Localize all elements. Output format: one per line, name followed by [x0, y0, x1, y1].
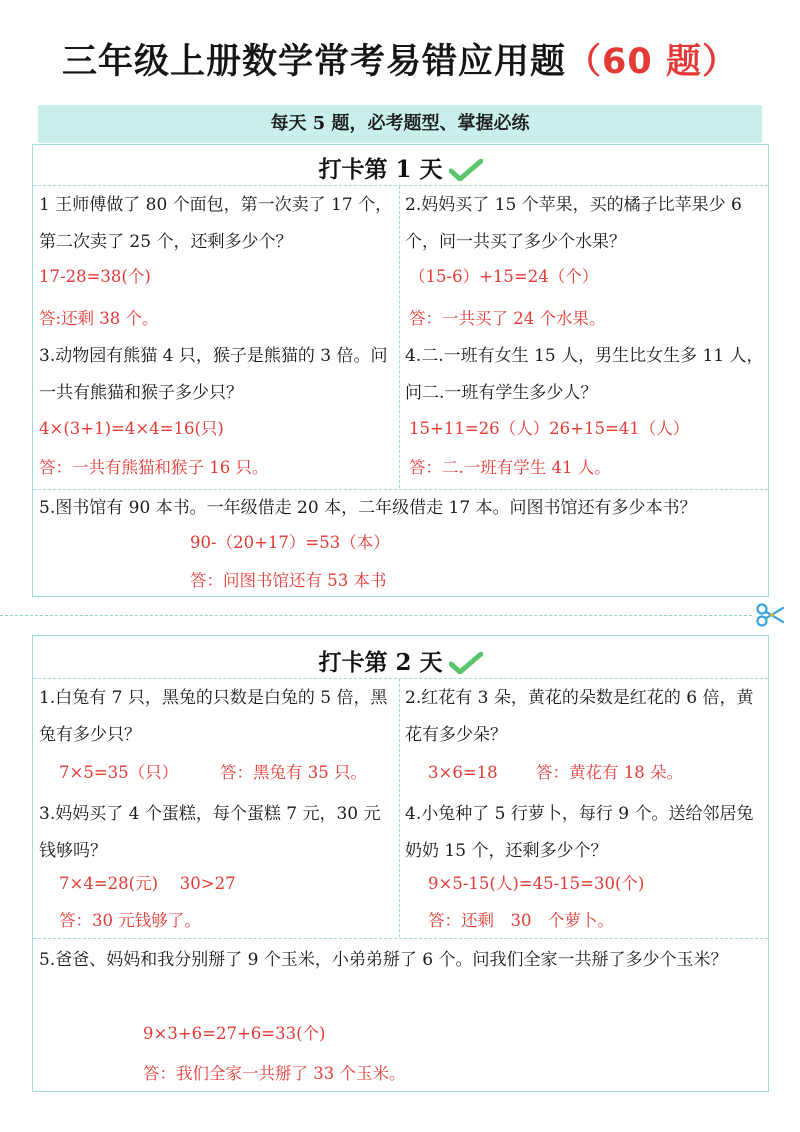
day2-solution-2: 3×6=18	[428, 763, 498, 782]
check-mark-icon	[449, 159, 483, 181]
day1-title-text: 打卡第 1 天	[318, 156, 443, 183]
day1-problem-3: 3.动物园有熊猫 4 只，猴子是熊猫的 3 倍。问一共有熊猫和猴子多少只？	[39, 346, 388, 403]
check-mark-icon	[449, 652, 483, 674]
day2-answer-1: 答：黑兔有 35 只。	[220, 763, 367, 782]
day1-divider	[33, 185, 768, 186]
day2-answer-4: 答：还剩 30 个萝卜。	[428, 911, 614, 930]
day2-card	[32, 635, 769, 1092]
page-title	[0, 38, 800, 86]
day2-answer-5: 答：我们全家一共掰了 33 个玉米。	[143, 1064, 406, 1083]
page-title-accent: （60 题）	[566, 42, 738, 82]
day1-solution-3: 4×(3+1)=4×4=16(只)	[39, 419, 224, 438]
day1-solution-5: 90-（20+17）=53（本）	[190, 533, 390, 552]
day1-answer-2: 答：一共买了 24 个水果。	[409, 309, 606, 328]
day2-problem-4: 4.小兔种了 5 行萝卜，每行 9 个。送给邻居兔奶奶 15 个，还剩多少个？	[405, 804, 754, 861]
day1-answer-1: 答:还剩 38 个。	[39, 309, 159, 328]
day1-solution-2: （15-6）+15=24（个）	[409, 267, 599, 286]
day1-answer-3: 答：一共有熊猫和猴子 16 只。	[39, 458, 269, 477]
cut-line	[0, 615, 752, 616]
day1-problem-4: 4.二.一班有女生 15 人，男生比女生多 11 人，问二.一班有学生多少人？	[405, 346, 764, 403]
day1-solution-4: 15+11=26（人）26+15=41（人）	[409, 419, 690, 438]
page-title-main: 三年级上册数学常考易错应用题	[62, 42, 567, 82]
day1-solution-1: 17-28=38(个)	[39, 267, 151, 286]
subtitle-bar: 每天 5 题，必考题型、掌握必练	[38, 105, 762, 143]
scissors-icon	[755, 602, 785, 628]
day1-title	[33, 151, 768, 184]
day2-title	[33, 644, 768, 677]
day2-solution-1: 7×5=35（只）	[59, 763, 179, 782]
day2-row-divider	[33, 938, 768, 939]
day2-solution-4: 9×5-15(人)=45-15=30(个)	[428, 874, 645, 893]
day2-problem-2: 2.红花有 3 朵，黄花的朵数是红花的 6 倍，黄花有多少朵？	[405, 688, 754, 745]
day2-solution-5: 9×3+6=27+6=33(个)	[143, 1024, 326, 1043]
day2-problem-5: 5.爸爸、妈妈和我分别掰了 9 个玉米，小弟弟掰了 6 个。问我们全家一共掰了多少个玉米？	[39, 950, 728, 970]
day1-card	[32, 144, 769, 597]
day2-solution-3: 7×4=28(元) 30>27	[59, 874, 236, 893]
day1-problem-2: 2.妈妈买了 15 个苹果，买的橘子比苹果少 6 个，问一共买了多少个水果？	[405, 195, 742, 252]
day2-answer-3: 答：30 元钱够了。	[59, 911, 201, 930]
day1-column-divider	[399, 186, 400, 488]
day2-divider	[33, 678, 768, 679]
day2-column-divider	[399, 679, 400, 937]
day2-title-text: 打卡第 2 天	[318, 649, 443, 676]
day1-answer-5: 答：问图书馆还有 53 本书	[190, 571, 387, 590]
day1-problem-5: 5.图书馆有 90 本书。一年级借走 20 本，二年级借走 17 本。问图书馆还有多少本书？	[39, 498, 697, 518]
day1-answer-4: 答：二.一班有学生 41 人。	[409, 458, 611, 477]
day2-problem-3: 3.妈妈买了 4 个蛋糕，每个蛋糕 7 元，30 元钱够吗？	[39, 804, 381, 861]
day1-problem-1: 1 王师傅做了 80 个面包，第一次卖了 17 个，第二次卖了 25 个，还剩多少个？	[39, 195, 393, 252]
day2-answer-2: 答：黄花有 18 朵。	[536, 763, 683, 782]
day2-problem-1: 1.白兔有 7 只，黑兔的只数是白兔的 5 倍，黑兔有多少只？	[39, 688, 388, 745]
